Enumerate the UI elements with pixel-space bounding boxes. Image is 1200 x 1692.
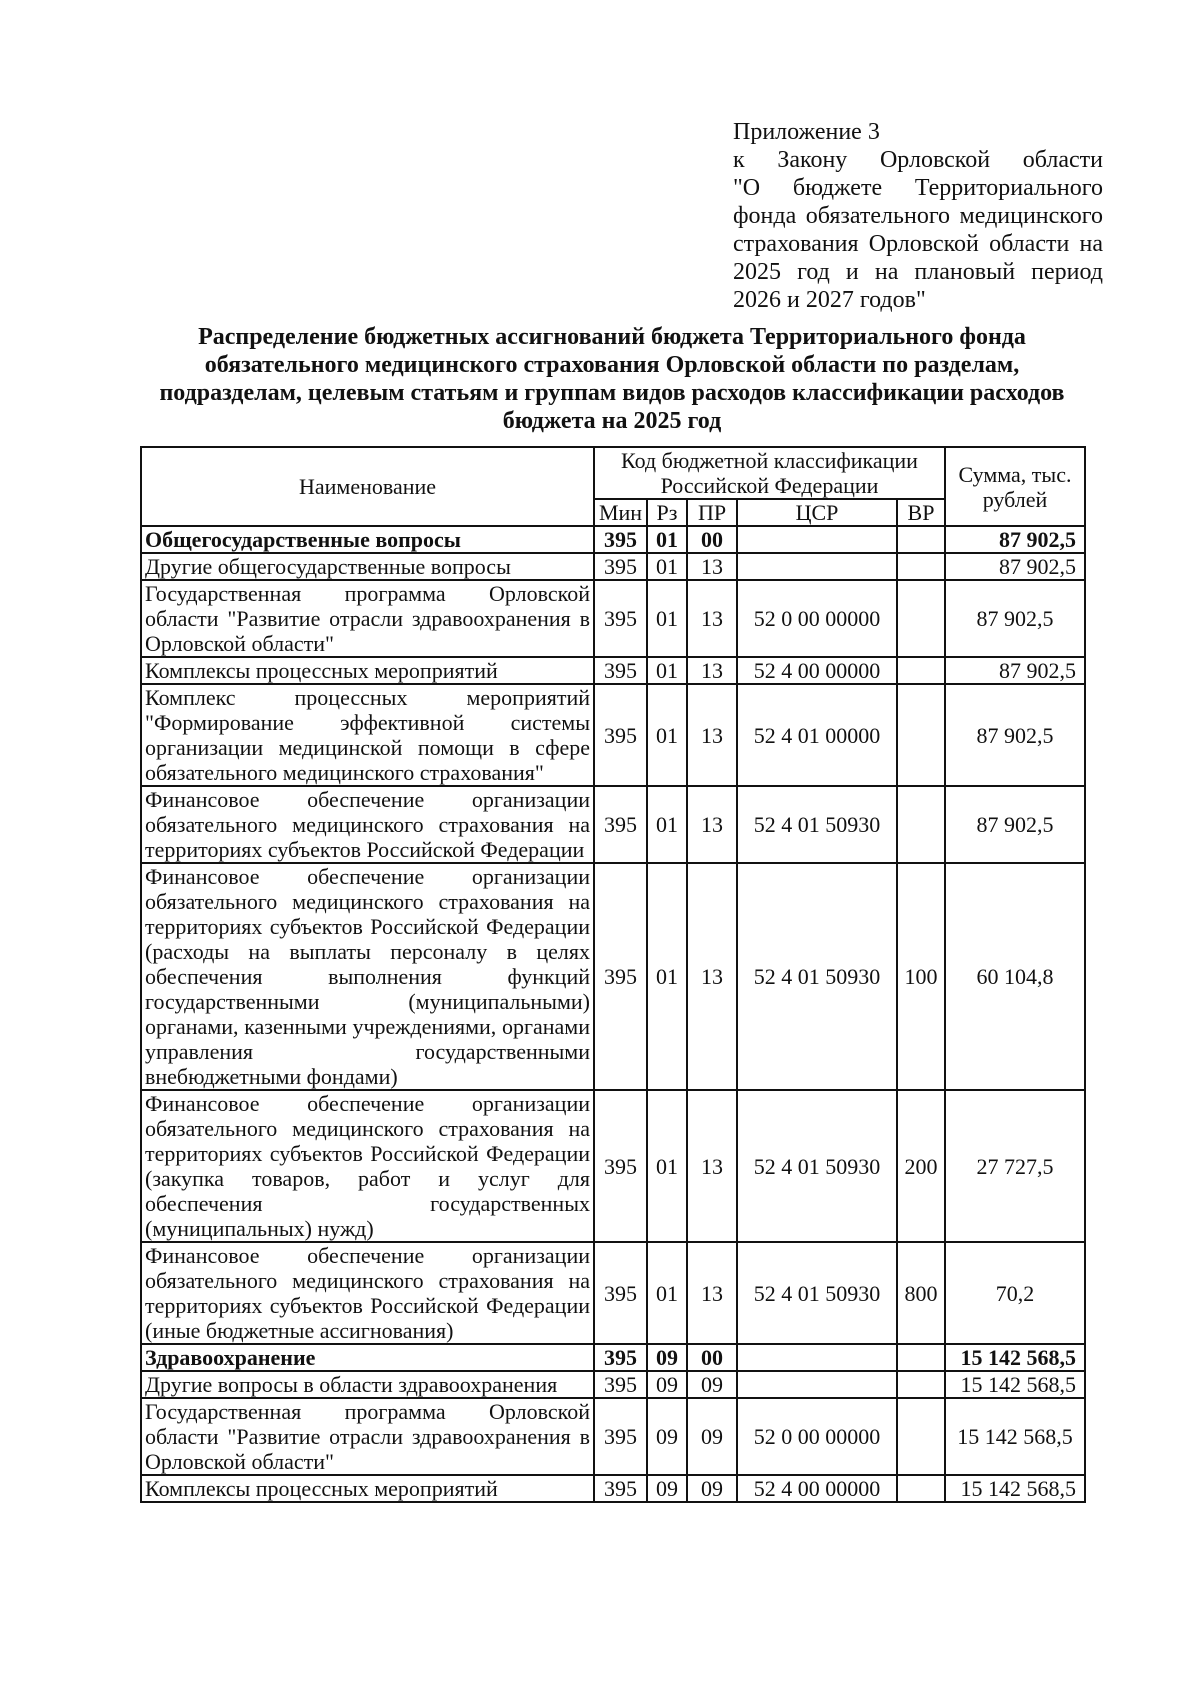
- table-row: [141, 1371, 1085, 1398]
- table-row: [141, 786, 1085, 863]
- document-title: [140, 323, 1084, 435]
- row-vr: [897, 1398, 945, 1475]
- header-code-group: Код бюджетной классификации Российской Федерации: [594, 447, 945, 499]
- row-vr: [897, 1371, 945, 1398]
- row-name: Комплексы процессных мероприятий: [141, 1475, 594, 1502]
- row-rz: 09: [647, 1371, 687, 1398]
- row-min: 395: [594, 684, 647, 786]
- header-rz: Рз: [647, 499, 687, 526]
- row-sum: 70,2: [945, 1242, 1085, 1344]
- row-name: Финансовое обеспечение организации обязательного медицинского страхования на территориях субъектов Российской Федерации (закупка товаров, работ и услуг для обеспечения государственных (муниципальных) нужд): [141, 1090, 594, 1242]
- table-row: [141, 657, 1085, 684]
- row-min: 395: [594, 1371, 647, 1398]
- row-min: 395: [594, 526, 647, 553]
- row-vr: [897, 1475, 945, 1502]
- row-pr: 13: [687, 863, 737, 1090]
- budget-table: [140, 446, 1086, 1503]
- row-pr: 13: [687, 580, 737, 657]
- row-sum: 87 902,5: [945, 786, 1085, 863]
- row-vr: [897, 553, 945, 580]
- table-row: [141, 863, 1085, 1090]
- row-csr: 52 4 01 50930: [737, 786, 897, 863]
- row-name: Другие вопросы в области здравоохранения: [141, 1371, 594, 1398]
- row-csr: 52 0 00 00000: [737, 1398, 897, 1475]
- row-min: 395: [594, 786, 647, 863]
- row-pr: 13: [687, 553, 737, 580]
- table-row: [141, 684, 1085, 786]
- row-min: 395: [594, 1090, 647, 1242]
- header-sum: Сумма, тыс. рублей: [945, 447, 1085, 526]
- row-sum: 87 902,5: [945, 553, 1085, 580]
- annex-law-reference: к Закону Орловской области: [733, 147, 1103, 173]
- row-min: 395: [594, 1344, 647, 1371]
- table-row: [141, 526, 1085, 553]
- row-pr: 09: [687, 1371, 737, 1398]
- row-csr: 52 4 00 00000: [737, 657, 897, 684]
- row-min: 395: [594, 863, 647, 1090]
- row-pr: 13: [687, 786, 737, 863]
- row-sum: 60 104,8: [945, 863, 1085, 1090]
- table-row: [141, 1398, 1085, 1475]
- row-vr: 200: [897, 1090, 945, 1242]
- row-sum: 15 142 568,5: [945, 1398, 1085, 1475]
- annex-block: [733, 118, 1103, 314]
- header-min: Мин: [594, 499, 647, 526]
- row-name: Здравоохранение: [141, 1344, 594, 1371]
- header-csr: ЦСР: [737, 499, 897, 526]
- row-csr: [737, 1371, 897, 1398]
- header-pr: ПР: [687, 499, 737, 526]
- row-name: Другие общегосударственные вопросы: [141, 553, 594, 580]
- annex-number: Приложение 3: [733, 119, 880, 145]
- title-line: подразделам, целевым статьям и группам видов расходов классификации расходов: [159, 380, 1065, 406]
- header-name: Наименование: [141, 447, 594, 526]
- row-pr: 13: [687, 1242, 737, 1344]
- row-min: 395: [594, 580, 647, 657]
- row-min: 395: [594, 553, 647, 580]
- row-rz: 09: [647, 1475, 687, 1502]
- row-csr: 52 4 01 00000: [737, 684, 897, 786]
- row-min: 395: [594, 1398, 647, 1475]
- row-rz: 09: [647, 1398, 687, 1475]
- row-pr: 00: [687, 526, 737, 553]
- row-vr: [897, 684, 945, 786]
- row-sum: 87 902,5: [945, 580, 1085, 657]
- row-vr: [897, 526, 945, 553]
- row-sum: 87 902,5: [945, 526, 1085, 553]
- row-pr: 00: [687, 1344, 737, 1371]
- row-csr: 52 4 01 50930: [737, 1090, 897, 1242]
- row-name: Комплексы процессных мероприятий: [141, 657, 594, 684]
- header-row: [141, 447, 1085, 499]
- row-name: Финансовое обеспечение организации обязательного медицинского страхования на территориях субъектов Российской Федерации (расходы на выплаты персоналу в целях обеспечения выполнения функций государственными (муниципальными) органами, казенными учреждениями, органами управления государственными внебюджетными фондами): [141, 863, 594, 1090]
- title-line: обязательного медицинского страхования Орловской области по разделам,: [204, 352, 1020, 378]
- row-rz: 01: [647, 684, 687, 786]
- row-pr: 09: [687, 1398, 737, 1475]
- row-rz: 01: [647, 1242, 687, 1344]
- row-name: Комплекс процессных мероприятий "Формирование эффективной системы организации медицинской помощи в сфере обязательного медицинского страхования": [141, 684, 594, 786]
- row-vr: [897, 1344, 945, 1371]
- title-line: бюджета на 2025 год: [502, 408, 722, 434]
- row-rz: 09: [647, 1344, 687, 1371]
- row-pr: 13: [687, 657, 737, 684]
- row-pr: 13: [687, 684, 737, 786]
- row-pr: 09: [687, 1475, 737, 1502]
- row-csr: 52 0 00 00000: [737, 580, 897, 657]
- row-rz: 01: [647, 1090, 687, 1242]
- row-name: Финансовое обеспечение организации обязательного медицинского страхования на территориях субъектов Российской Федерации: [141, 786, 594, 863]
- row-vr: 100: [897, 863, 945, 1090]
- row-csr: 52 4 01 50930: [737, 863, 897, 1090]
- row-min: 395: [594, 657, 647, 684]
- row-csr: [737, 526, 897, 553]
- row-rz: 01: [647, 786, 687, 863]
- row-vr: [897, 580, 945, 657]
- row-rz: 01: [647, 657, 687, 684]
- row-sum: 27 727,5: [945, 1090, 1085, 1242]
- row-min: 395: [594, 1475, 647, 1502]
- row-name: Финансовое обеспечение организации обязательного медицинского страхования на территориях субъектов Российской Федерации (иные бюджетные ассигнования): [141, 1242, 594, 1344]
- row-csr: 52 4 00 00000: [737, 1475, 897, 1502]
- row-name: Общегосударственные вопросы: [141, 526, 594, 553]
- row-csr: [737, 553, 897, 580]
- table-row: [141, 553, 1085, 580]
- row-vr: [897, 657, 945, 684]
- title-line: Распределение бюджетных ассигнований бюджета Территориального фонда: [198, 324, 1026, 350]
- row-rz: 01: [647, 553, 687, 580]
- row-rz: 01: [647, 526, 687, 553]
- table-row: [141, 1242, 1085, 1344]
- header-vr: ВР: [897, 499, 945, 526]
- row-pr: 13: [687, 1090, 737, 1242]
- row-vr: 800: [897, 1242, 945, 1344]
- row-csr: 52 4 01 50930: [737, 1242, 897, 1344]
- row-sum: 15 142 568,5: [945, 1344, 1085, 1371]
- table-row: [141, 1344, 1085, 1371]
- row-rz: 01: [647, 580, 687, 657]
- row-name: Государственная программа Орловской области "Развитие отрасли здравоохранения в Орловской области": [141, 580, 594, 657]
- row-vr: [897, 786, 945, 863]
- table-row: [141, 1090, 1085, 1242]
- row-rz: 01: [647, 863, 687, 1090]
- annex-law-title: "О бюджете Территориального фонда обязательного медицинского страхования Орловской области на 2025 год и на плановый период 2026 и 2027 годов": [733, 175, 1103, 313]
- row-min: 395: [594, 1242, 647, 1344]
- row-sum: 15 142 568,5: [945, 1475, 1085, 1502]
- row-name: Государственная программа Орловской области "Развитие отрасли здравоохранения в Орловской области": [141, 1398, 594, 1475]
- table-row: [141, 580, 1085, 657]
- row-sum: 87 902,5: [945, 657, 1085, 684]
- row-csr: [737, 1344, 897, 1371]
- row-sum: 87 902,5: [945, 684, 1085, 786]
- table-row: [141, 1475, 1085, 1502]
- row-sum: 15 142 568,5: [945, 1371, 1085, 1398]
